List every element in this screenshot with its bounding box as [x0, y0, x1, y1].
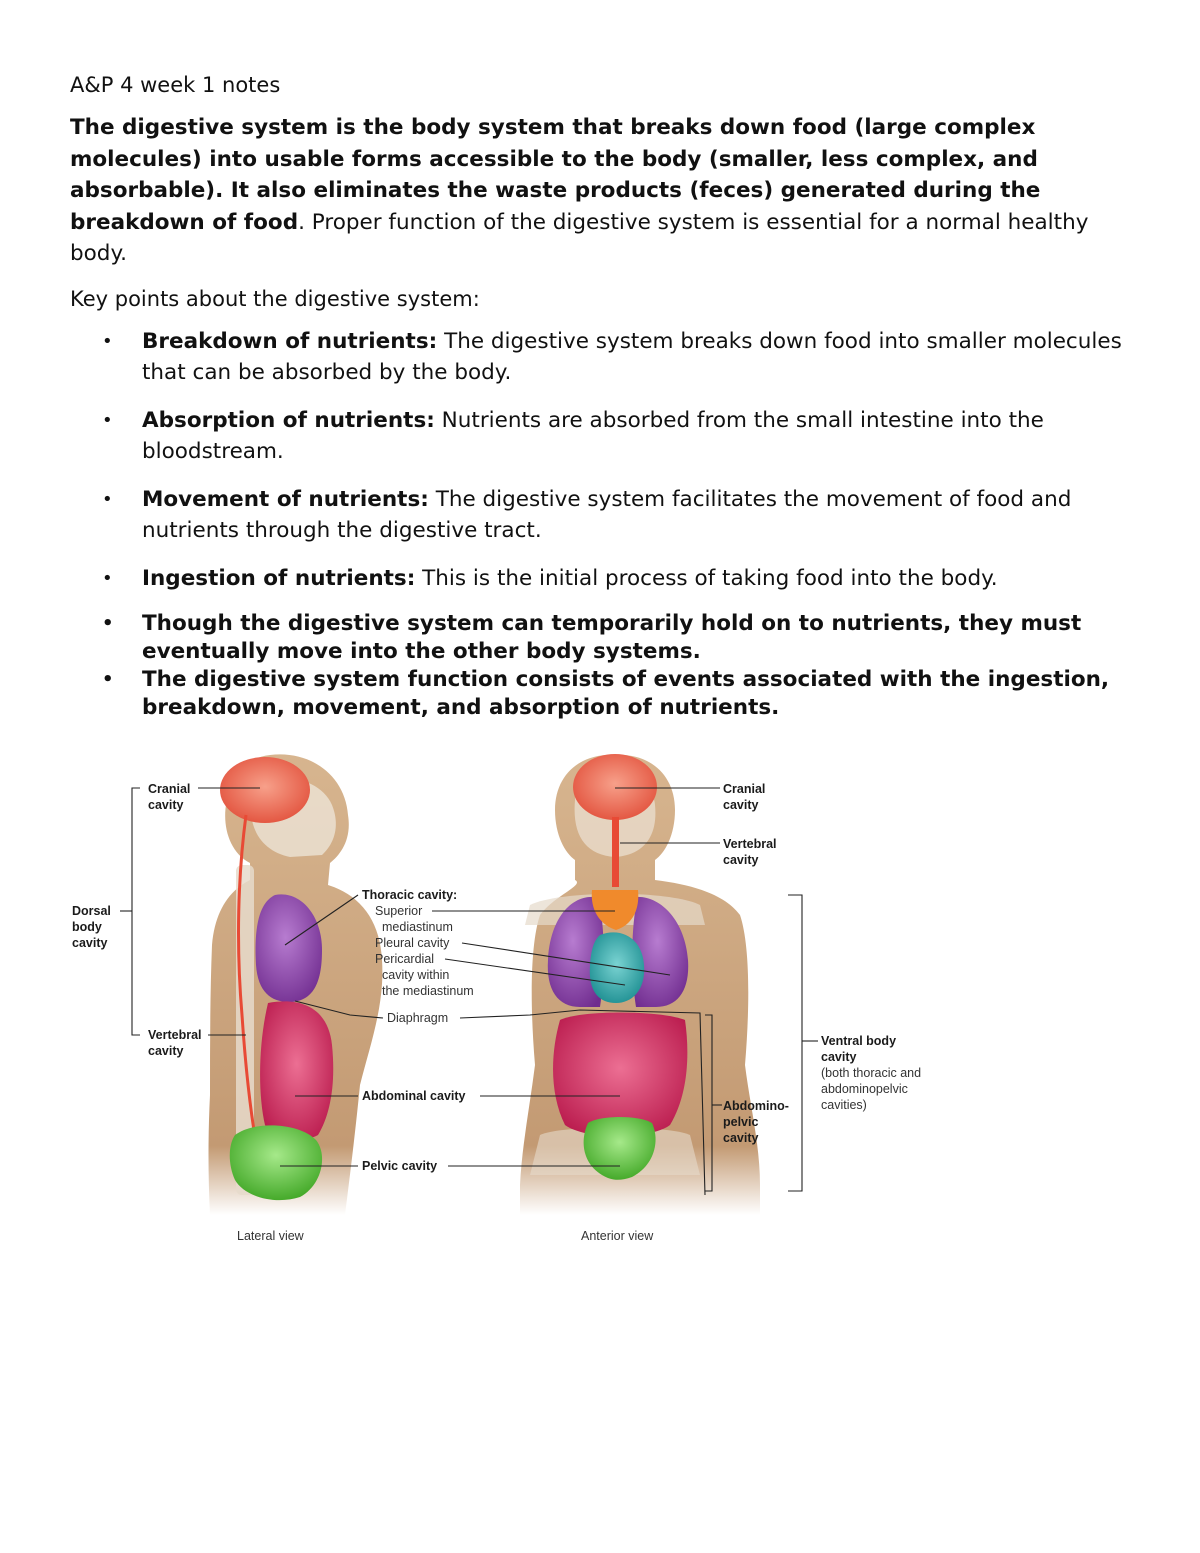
key-points-list [70, 326, 1135, 723]
cranial-right-label-1: Cranial [723, 782, 766, 796]
dorsal-bracket [132, 788, 140, 1035]
pericardial-label-3: the mediastinum [382, 984, 474, 998]
cranial-left-label-1: Cranial [148, 782, 191, 796]
diaphragm-label: Diaphragm [387, 1011, 449, 1025]
list-item [70, 484, 1135, 547]
document-page [70, 70, 1135, 722]
point-text: The digestive system facilitates the movement of food and nutrients through the digestive tract. [142, 486, 1072, 543]
point-term: Ingestion of nutrients: [142, 565, 416, 591]
list-item [70, 326, 1135, 389]
pericardial-label-2: cavity within [382, 968, 450, 982]
list-item [70, 405, 1135, 468]
ventral-label-1: Ventral body [821, 1034, 897, 1048]
ventral-label-4: abdominopelvic [821, 1082, 908, 1096]
thoracic-title-label: Thoracic cavity: [362, 888, 458, 902]
vertebral-right-label-2: cavity [723, 853, 759, 867]
pelvic-label: Pelvic cavity [362, 1159, 438, 1173]
vertebral-left-label-2: cavity [148, 1044, 184, 1058]
intro-paragraph [70, 112, 1135, 270]
ventral-label-3: (both thoracic and [821, 1066, 922, 1080]
ventral-label-5: cavities) [821, 1098, 867, 1112]
anterior-cranial-cavity [573, 754, 657, 820]
bold-point-text: Though the digestive system can temporarily hold on to nutrients, they must eventually move into the other body systems. [142, 611, 1082, 664]
bullet-icon: • [102, 669, 114, 690]
anterior-vertebral-cavity [612, 817, 619, 887]
abdominopelvic-label-1: Abdomino- [723, 1099, 789, 1113]
bullet-icon: • [102, 613, 114, 634]
lateral-pelvic-cavity [230, 1125, 322, 1200]
ventral-bracket [788, 895, 802, 1191]
bullet-icon: • [102, 409, 113, 431]
list-item [70, 666, 1135, 722]
lateral-cranial-cavity [220, 757, 310, 823]
point-text: This is the initial process of taking food into the body. [415, 565, 998, 591]
lateral-abdominal-cavity [260, 1001, 333, 1140]
cranial-right-label-2: cavity [723, 798, 759, 812]
dorsal-label-2: body [72, 920, 102, 934]
key-points-lead: Key points about the digestive system: [70, 286, 480, 311]
intro-regular-text: . Proper function of the digestive system is essential for a normal healthy body. [70, 209, 1089, 266]
body-cavities-figure [60, 745, 960, 1255]
body-cavities-illustration [60, 745, 960, 1255]
bullet-icon: • [102, 488, 113, 510]
document-title: A&P 4 week 1 notes [70, 73, 281, 97]
intro-bold-text: The digestive system is the body system that breaks down food (large complex molecules) into usable forms accessible to the body (smaller, less complex, and absorbable). It also eliminates the waste products (feces) generated during the breakdown of food [70, 115, 1041, 235]
lateral-view-caption: Lateral view [237, 1229, 304, 1243]
superior-label-1: Superior [375, 904, 423, 918]
abdominopelvic-label-2: pelvic [723, 1115, 759, 1129]
anterior-view-caption: Anterior view [581, 1229, 654, 1243]
vertebral-left-label-1: Vertebral [148, 1028, 202, 1042]
dorsal-label-3: cavity [72, 936, 108, 950]
pericardial-label-1: Pericardial [375, 952, 435, 966]
point-text: Nutrients are absorbed from the small intestine into the bloodstream. [142, 407, 1044, 464]
ventral-label-2: cavity [821, 1050, 857, 1064]
point-term: Movement of nutrients: [142, 486, 429, 512]
list-item [70, 610, 1135, 666]
point-text: The digestive system breaks down food into smaller molecules that can be absorbed by the body. [142, 328, 1122, 385]
pleural-label: Pleural cavity [375, 936, 450, 950]
anterior-pericardial-cavity [590, 932, 644, 1003]
point-term: Absorption of nutrients: [142, 407, 435, 433]
point-term: Breakdown of nutrients: [142, 328, 438, 354]
bold-point-text: The digestive system function consists of events associated with the ingestion, breakdown, movement, and absorption of nutrients. [142, 667, 1110, 720]
abdominal-label: Abdominal cavity [362, 1089, 466, 1103]
cranial-left-label-2: cavity [148, 798, 184, 812]
bullet-icon: • [102, 567, 113, 589]
list-item [70, 563, 1135, 595]
superior-label-2: mediastinum [382, 920, 453, 934]
bullet-icon: • [102, 330, 113, 352]
dorsal-label-1: Dorsal [72, 904, 111, 918]
abdominopelvic-label-3: cavity [723, 1131, 759, 1145]
vertebral-right-label-1: Vertebral [723, 837, 777, 851]
